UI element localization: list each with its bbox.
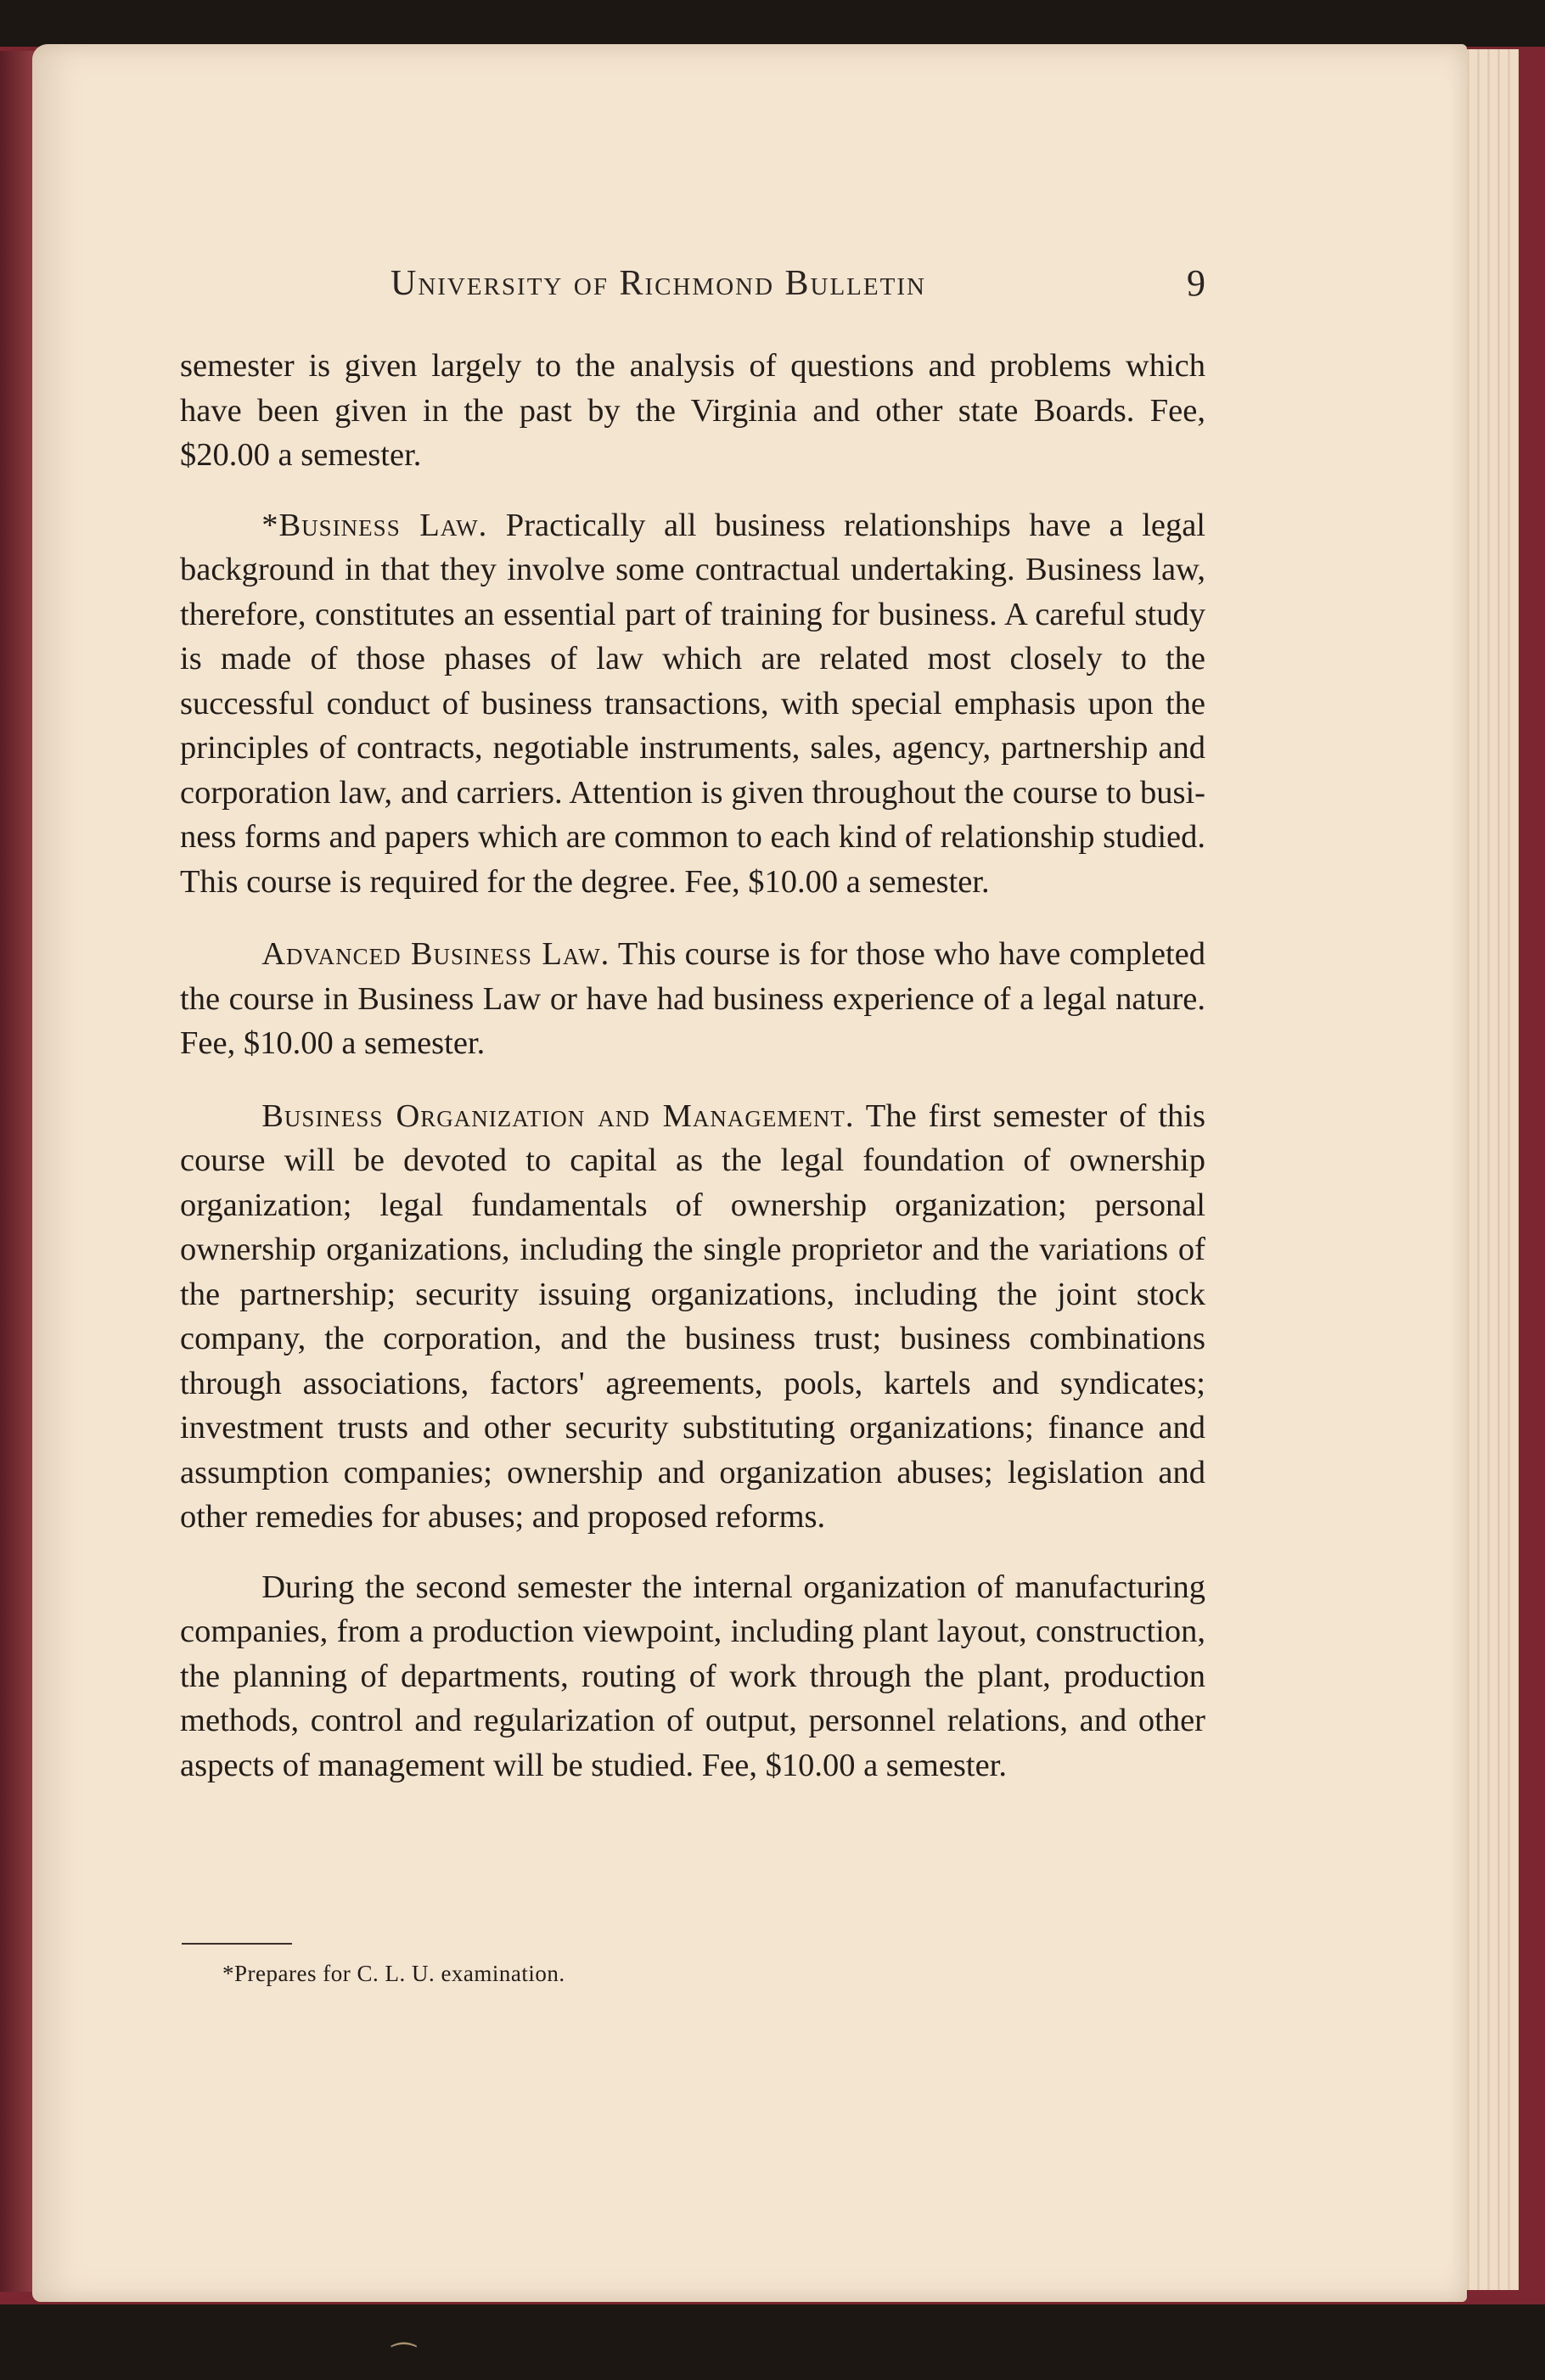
footnote-rule [182, 1943, 292, 1945]
section-heading: *Business Law. [261, 507, 488, 543]
paragraph-text: During the second semester the internal organization of manufacturing companies, from a production viewpoint, including plant layout, construction, the planning of departments, routing of work through the plant, production methods, control and regularization of output, personnel relations, and other aspects of management will be studied. Fee, $10.00 a semester. [180, 1569, 1205, 1783]
section-heading: Advanced Business Law. [261, 936, 610, 972]
stray-mark: ⁀ [392, 2344, 416, 2376]
running-head [182, 263, 1205, 306]
paragraph-text: This course is for those who have completed the course in Business Law or have had business experience of a legal nature. Fee, $10.00 a semester. [180, 936, 1205, 1061]
paragraph-advanced-business-law [180, 932, 1205, 1066]
footnote: *Prepares for C. L. U. examination. [222, 1961, 565, 1986]
paragraph-business-law [180, 503, 1205, 905]
paragraph-text: semester is given largely to the analysis of questions and problems which have been given in the past by the Virginia and other state Boards. Fee, $20.00 a semester. [180, 348, 1205, 473]
paragraph-text: The first semester of this course will be devoted to capital as the legal foundation of ownership organization; legal fundamentals of ownership organization; personal ownership organizations, including the single proprietor and the variations of the partnership; security issuing organizations, including the joint stock company, the corporation, and the business trust; business combinations through associations, factors' agreements, pools, kartels and syndicates; investment trusts and other security substituting organizations; finance and assumption companies; ownership and organization abuses; legislation and other remedies for abuses; and proposed reforms. [180, 1097, 1205, 1535]
section-heading: Business Organization and Management. [261, 1097, 855, 1134]
page-number: 9 [1187, 262, 1205, 304]
running-title: University of Richmond Bulletin [390, 264, 926, 303]
paragraph-second-semester [180, 1565, 1205, 1788]
body-text [180, 344, 1205, 1788]
paragraph-text: Practically all business relationships have a legal background in that they involve some contractual undertaking. Business law, therefore, constitutes an essential part of training for business. A careful study is made of those phases of law which are related most closely to the successful conduct of business transactions, with special emphasis upon the principles of contracts, negotiable instruments, sales, agency, partnership and corporation law, and carriers. Attention is given throughout the course to business forms and papers which are common to each kind of relationship studied. This course is required for the degree. Fee, $10.00 a semester. [180, 507, 1206, 900]
paragraph-continuation [180, 344, 1205, 478]
paragraph-business-organization [180, 1094, 1205, 1540]
